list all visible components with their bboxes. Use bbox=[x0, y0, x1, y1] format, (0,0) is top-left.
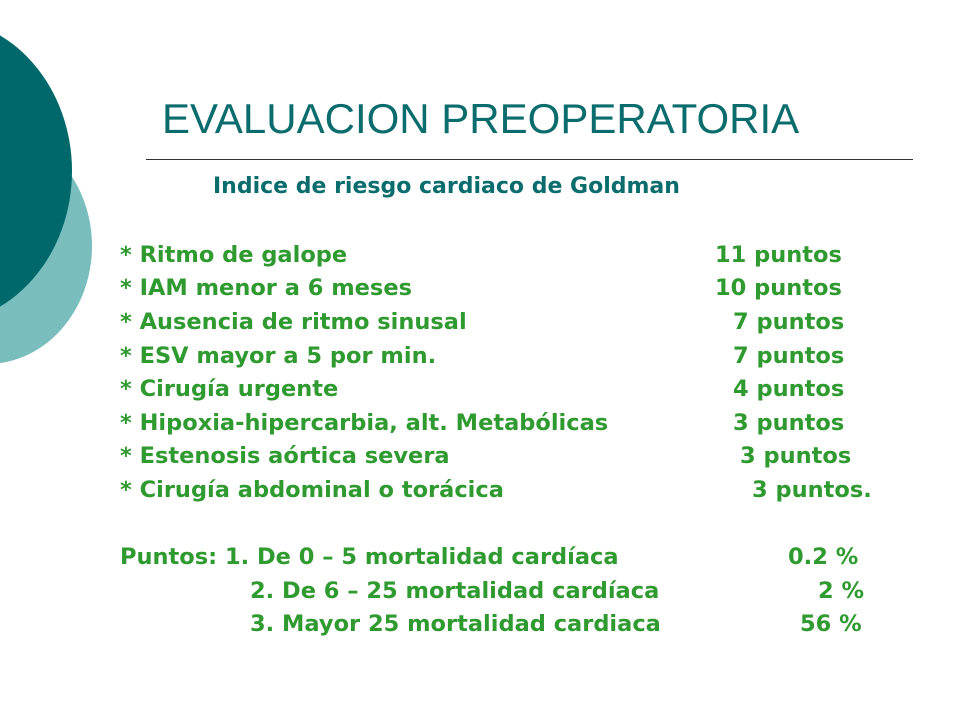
scoring-label: Puntos: 1. De 0 – 5 mortalidad cardíaca bbox=[120, 544, 619, 570]
criteria-label: * Cirugía urgente bbox=[120, 376, 339, 402]
scoring-value: 0.2 % bbox=[788, 544, 859, 570]
criteria-label: * ESV mayor a 5 por min. bbox=[120, 343, 437, 369]
scoring-value: 2 % bbox=[818, 578, 865, 604]
criteria-label: * Ritmo de galope bbox=[120, 242, 348, 268]
scoring-label: 3. Mayor 25 mortalidad cardiaca bbox=[250, 611, 661, 637]
criteria-label: * Hipoxia-hipercarbia, alt. Metabólicas bbox=[120, 410, 609, 436]
scoring-label: 2. De 6 – 25 mortalidad cardíaca bbox=[250, 578, 660, 604]
criteria-points: 3 puntos bbox=[733, 410, 845, 436]
criteria-label: * IAM menor a 6 meses bbox=[120, 275, 412, 301]
criteria-label: * Ausencia de ritmo sinusal bbox=[120, 309, 467, 335]
criteria-label: * Cirugía abdominal o torácica bbox=[120, 477, 504, 503]
criteria-points: 7 puntos bbox=[733, 309, 845, 335]
slide-subtitle: Indice de riesgo cardiaco de Goldman bbox=[213, 174, 680, 199]
criteria-points: 3 puntos bbox=[740, 443, 852, 469]
criteria-label: * Estenosis aórtica severa bbox=[120, 443, 450, 469]
criteria-points: 11 puntos bbox=[715, 242, 842, 268]
scoring-value: 56 % bbox=[800, 611, 862, 637]
criteria-points: 10 puntos bbox=[715, 275, 842, 301]
title-divider bbox=[146, 159, 913, 160]
criteria-points: 3 puntos. bbox=[752, 477, 872, 503]
slide-title: EVALUACION PREOPERATORIA bbox=[162, 95, 800, 142]
criteria-points: 7 puntos bbox=[733, 343, 845, 369]
criteria-points: 4 puntos bbox=[733, 376, 845, 402]
